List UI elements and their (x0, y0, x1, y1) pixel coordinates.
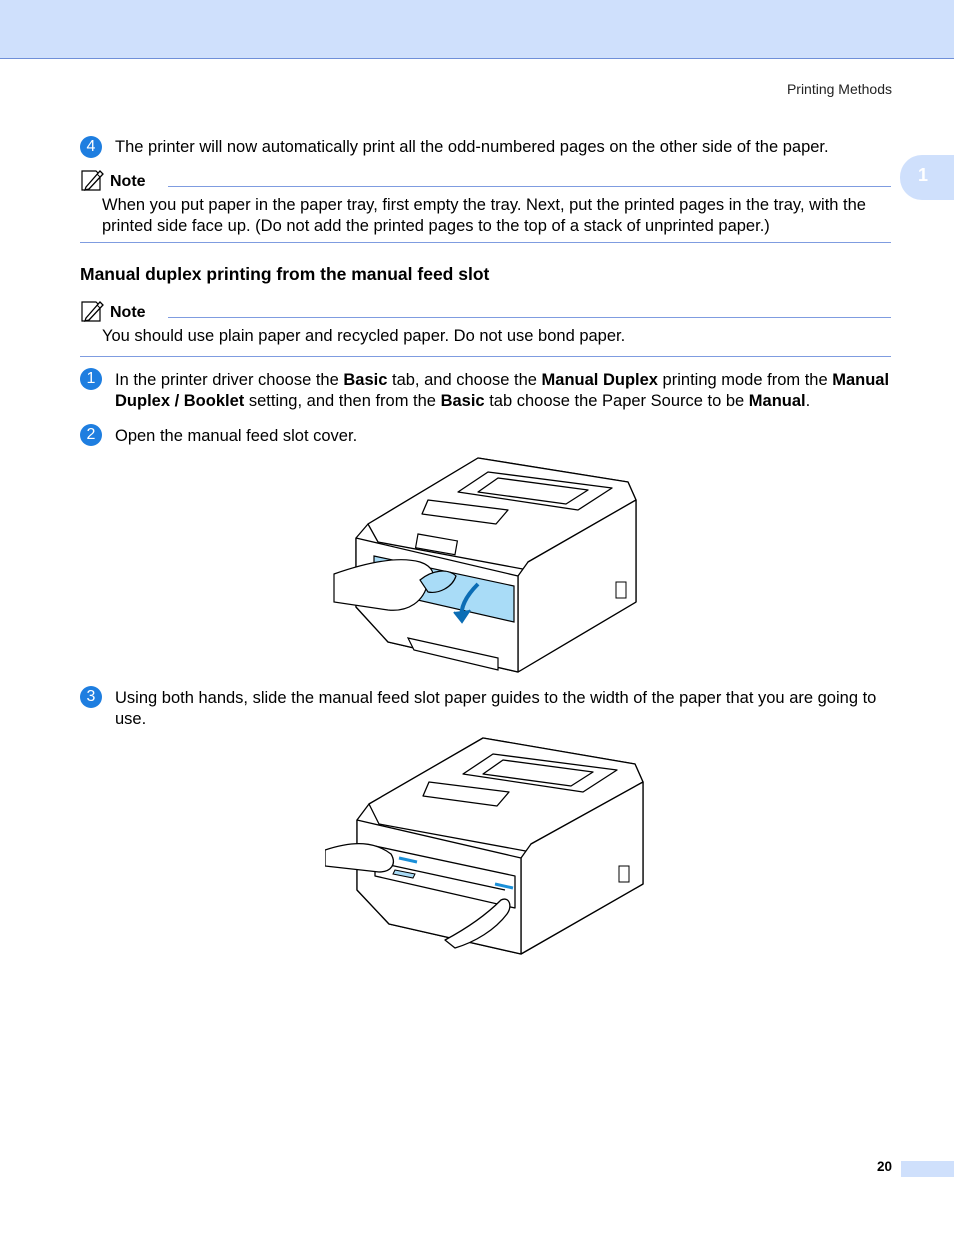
step-1-text: In the printer driver choose the Basic tab, and choose the Manual Duplex printing mode from the Manual Duplex / Booklet setting, and then from the Basic tab choose the Paper Source to be Manual. (115, 371, 890, 410)
note-pencil-icon (80, 299, 106, 323)
step-1-badge: 1 (80, 368, 102, 390)
note-1-text: When you put paper in the paper tray, first empty the tray. Next, put the printed pages in the tray, with the printed side face up. (Do not add the printed pages to the top of a stack of unprinted paper.) (102, 196, 866, 235)
note-1-label: Note (110, 173, 146, 190)
step-3-badge: 3 (80, 686, 102, 708)
step-2-text: Open the manual feed slot cover. (115, 427, 358, 445)
step-3-text: Using both hands, slide the manual feed slot paper guides to the width of the paper that you are going to use. (115, 689, 877, 728)
printer-illustration-open-cover (328, 452, 640, 674)
printer-illustration-paper-guides (325, 734, 645, 956)
running-title: Printing Methods (786, 81, 892, 97)
step-4-text: The printer will now automatically print all the odd-numbered pages on the other side of the paper. (115, 138, 829, 156)
note-2-top-rule (168, 317, 891, 318)
note-2-bottom-rule (80, 356, 891, 357)
step-2-badge: 2 (80, 424, 102, 446)
header-band (0, 0, 954, 59)
chapter-tab (900, 155, 954, 200)
note-2-label: Note (110, 304, 146, 321)
note-pencil-icon (80, 168, 106, 192)
note-1-bottom-rule (80, 242, 891, 243)
page-number: 20 (876, 1159, 892, 1174)
section-heading: Manual duplex printing from the manual feed slot (80, 264, 490, 284)
chapter-number: 1 (918, 165, 929, 185)
note-1-top-rule (168, 186, 891, 187)
note-2-text: You should use plain paper and recycled paper. Do not use bond paper. (102, 327, 626, 345)
step-4-badge: 4 (80, 136, 102, 158)
footer-bar (901, 1161, 954, 1177)
